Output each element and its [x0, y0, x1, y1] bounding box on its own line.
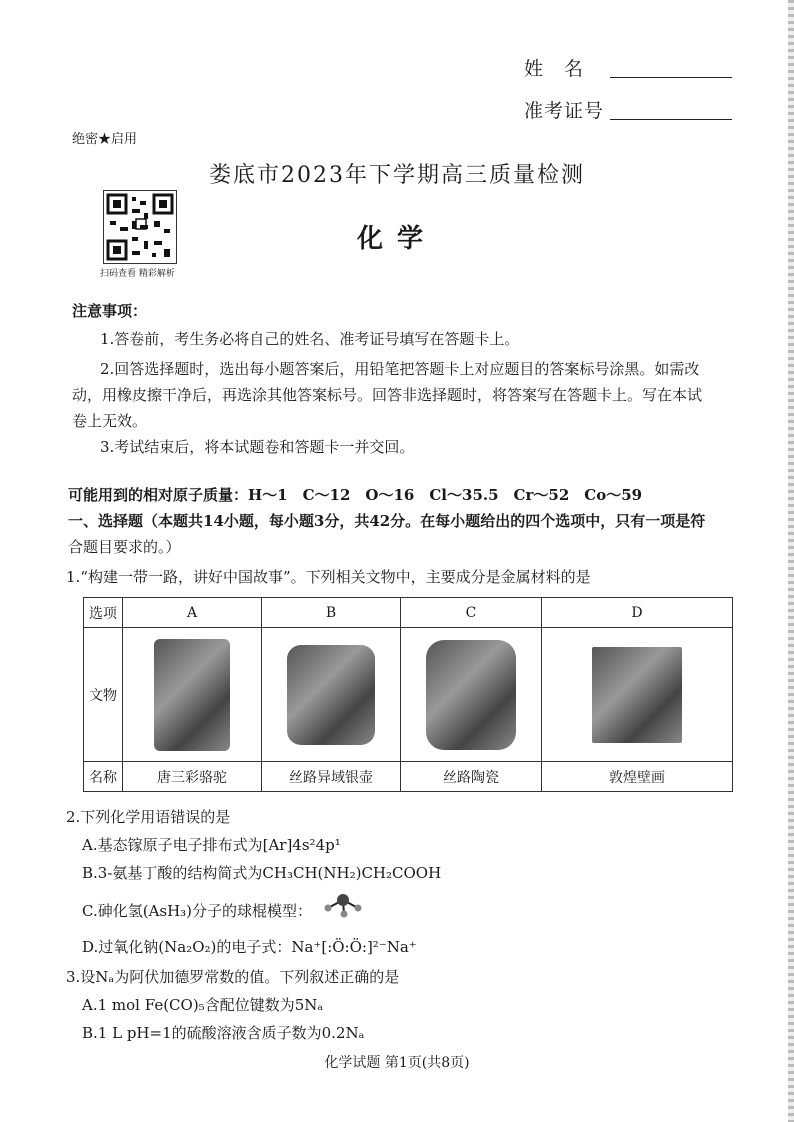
q1-image-cell — [262, 628, 401, 762]
q3-option-a[interactable]: A.1 mol Fe(CO)₅含配位键数为5Nₐ — [82, 996, 324, 1014]
notice-item: 2.回答选择题时，选出每小题答案后，用铅笔把答题卡上对应题目的答案标号涂黑。如需改 — [100, 360, 700, 378]
q1-option-a[interactable]: A — [123, 598, 262, 628]
q1-row-label-name: 名称 — [84, 762, 123, 792]
atomic-masses: 可能用到的相对原子质量：H～1 C～12 O～16 Cl～35.5 Cr～52 Co～59 — [68, 486, 643, 504]
q1-row-label-image: 文物 — [84, 628, 123, 762]
notice-item: 动，用橡皮擦干净后，再选涂其他答案标号。回答非选择题时，将答案写在答题卡上。写在本试 — [72, 386, 703, 404]
section-heading: 一、选择题（本题共14小题，每小题3分，共42分。在每小题给出的四个选项中，只有一项是符 — [68, 512, 706, 530]
notice-item: 3.考试结束后，将本试题卷和答题卡一并交回。 — [100, 438, 415, 456]
q2-option-c[interactable]: C.砷化氢(AsH₃)分子的球棍模型： — [82, 902, 313, 920]
q1-option-d[interactable]: D — [542, 598, 733, 628]
name-label: 姓 名 — [524, 58, 585, 80]
q1-name: 唐三彩骆驼 — [123, 762, 262, 792]
q1-image-cell — [401, 628, 542, 762]
q1-name: 丝路陶瓷 — [401, 762, 542, 792]
q2-option-b[interactable]: B.3-氨基丁酸的结构简式为CH₃CH(NH₂)CH₂COOH — [82, 864, 442, 882]
ball-stick-model-icon — [322, 892, 364, 918]
q1-name: 丝路异域银壶 — [262, 762, 401, 792]
subject-title: 化学 — [356, 224, 437, 254]
q1-option-c[interactable]: C — [401, 598, 542, 628]
silver-pot-image — [287, 645, 375, 745]
q2-option-a[interactable]: A.基态镓原子电子排布式为[Ar]4s²4p¹ — [82, 836, 341, 854]
notice-heading: 注意事项： — [72, 302, 148, 320]
q2-option-d[interactable]: D.过氧化钠(Na₂O₂)的电子式：Na⁺[:Ö:Ö:]²⁻Na⁺ — [82, 938, 417, 956]
ceramic-vase-image — [426, 640, 516, 750]
camel-figure-image — [154, 639, 230, 751]
page-footer: 化学试题 第1页(共8页) — [324, 1055, 470, 1071]
exam-id-label: 准考证号 — [524, 100, 605, 122]
exam-title: 娄底市2023年下学期高三质量检测 — [209, 163, 585, 188]
q1-image-cell — [542, 628, 733, 762]
notice-item: 卷上无效。 — [72, 412, 148, 430]
qr-caption: 扫码查看 精彩解析 — [100, 269, 175, 279]
q3-stem: 3.设Nₐ为阿伏加德罗常数的值。下列叙述正确的是 — [66, 968, 400, 986]
q1-name: 敦煌壁画 — [542, 762, 733, 792]
q1-image-cell — [123, 628, 262, 762]
dunhuang-mural-image — [592, 647, 682, 743]
secret-label: 绝密★启用 — [72, 132, 138, 147]
exam-id-field[interactable] — [610, 118, 732, 120]
q1-header-label: 选项 — [84, 598, 123, 628]
q1-option-b[interactable]: B — [262, 598, 401, 628]
section-heading-cont: 合题目要求的。） — [68, 538, 181, 556]
q3-option-b[interactable]: B.1 L pH=1的硫酸溶液含质子数为0.2Nₐ — [82, 1024, 365, 1042]
notice-item: 1.答卷前，考生务必将自己的姓名、准考证号填写在答题卡上。 — [100, 330, 520, 348]
q1-table — [83, 597, 733, 792]
name-field[interactable] — [610, 76, 732, 78]
q1-stem: 1.“构建一带一路，讲好中国故事”。下列相关文物中，主要成分是金属材料的是 — [66, 568, 591, 586]
q2-stem: 2.下列化学用语错误的是 — [66, 808, 231, 826]
